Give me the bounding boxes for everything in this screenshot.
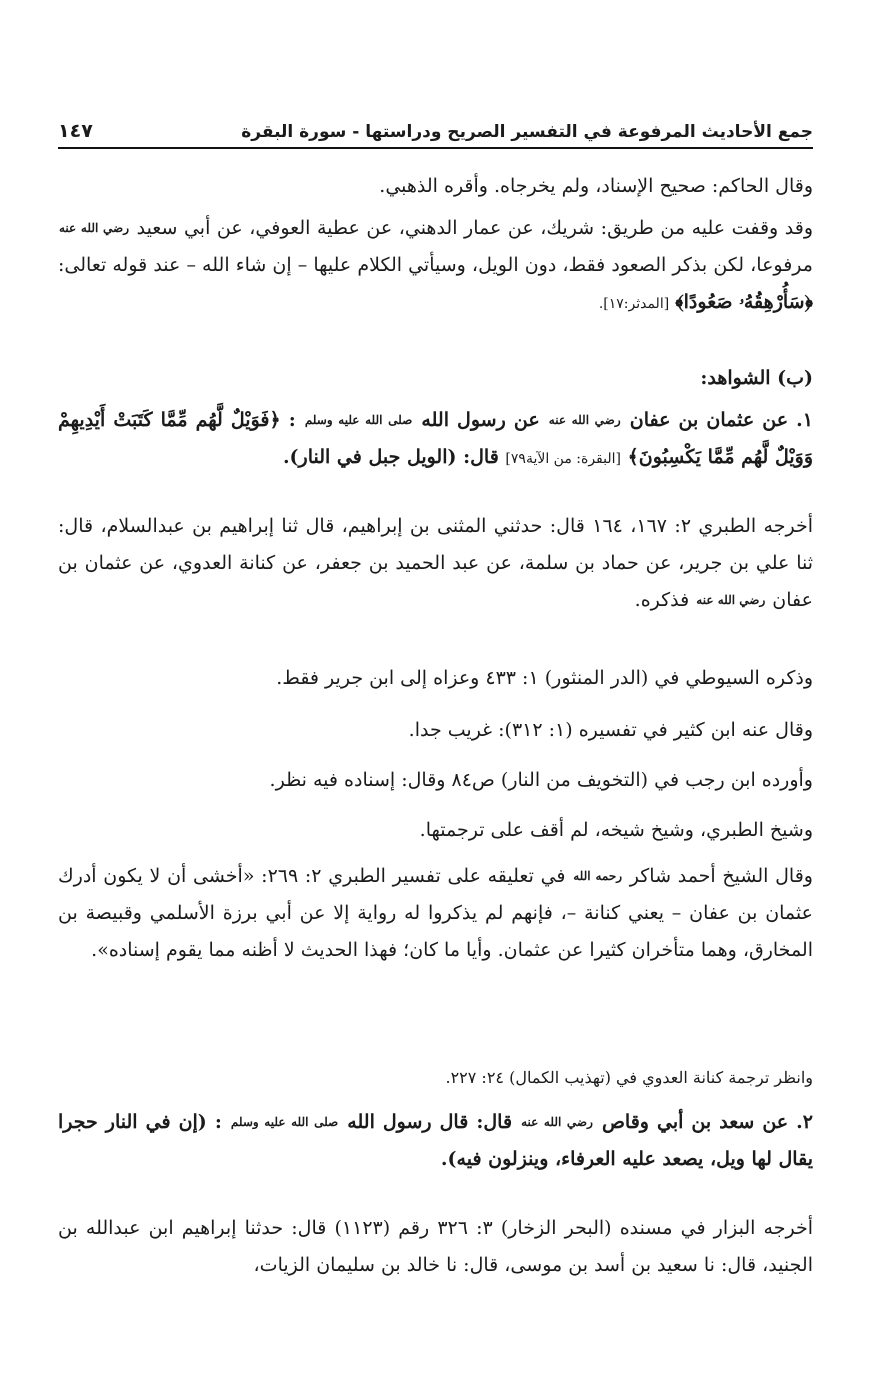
verse-reference: [البقرة: من الآية٧٩] [505, 451, 621, 468]
honorific-radiya-anhu: رضي الله عنه [59, 221, 130, 235]
tahdhib-note: وانظر ترجمة كنانة العدوي في (تهذيب الكمال) ٢٤: ٢٢٧. [445, 1068, 813, 1087]
honorific-salla-allah: صلى الله عليه وسلم [304, 413, 413, 427]
quran-verse: : ﴿فَوَيْلٌ لَّهُم مِّمَّا كَتَبَتْ أَيْدِيهِمْ وَوَيْلٌ لَّهُم مِّمَّا يَكْسِبُونَ﴾ [58, 409, 813, 469]
suyuti-note: وذكره السيوطي في (الدر المنثور) ١: ٤٣٣ وعزاه إلى ابن جرير فقط. [276, 667, 813, 689]
honorific-radiya-anhu: رضي الله عنه [696, 593, 766, 608]
hadith-1: ١. عن عثمان بن عفان رضي الله عنه عن رسول الله صلى الله عليه وسلم : ﴿فَوَيْلٌ لَّهُم مِّمَّا كَتَبَتْ أَيْدِيهِمْ وَوَيْلٌ لَّهُم مِّمَّا يَكْسِبُونَ﴾ [البقرة: من الآية٧٩] قال: (الويل جبل في النار). [58, 409, 813, 469]
shawahid-heading: (ب) الشواهد: [700, 367, 813, 389]
ibn-rajab-note: وأورده ابن رجب في (التخويف من النار) ص٨٤ وقال: إسناده فيه نظر. [269, 769, 813, 791]
shaykh-tabari-note: وشيخ الطبري، وشيخ شيخه، لم أقف على ترجمتها. [419, 819, 813, 841]
honorific-rahimahu-allah: رحمه الله [573, 869, 623, 883]
honorific-radiya-anhu: رضي الله عنه [548, 413, 621, 427]
quran-verse: ﴿سَأُرْهِقُهُۥ صَعُودًا﴾ [675, 291, 813, 314]
verse-reference: [المدثر:١٧]. [598, 296, 670, 313]
hadith-2: ٢. عن سعد بن أبي وقاص رضي الله عنه قال: قال رسول الله صلى الله عليه وسلم : (إن في النار حجرا يقال لها ويل، يصعد عليه العرفاء، وينزلون فيه). [58, 1111, 813, 1171]
honorific-salla-allah: صلى الله عليه وسلم [230, 1115, 339, 1129]
tabari-takhrij: أخرجه الطبري ٢: ١٦٧، ١٦٤ قال: حدثني المثنى بن إبراهيم، قال ثنا إبراهيم بن عبدالسلام، قال: ثنا علي بن جرير، عن حماد بن سلمة، عن عبد الحميد بن جعفر، عن كنانة العدوي، عن عثمان بن عفان رضي الله عنه فذكره. [58, 515, 813, 612]
mawquf-paragraph: وقد وقفت عليه من طريق: شريك، عن عمار الدهني، عن عطية العوفي، عن أبي سعيد رضي الله عنه مرفوعا، لكن بذكر الصعود فقط، دون الويل، وسيأتي الكلام عليها – إن شاء الله – عند قوله تعالى: ﴿سَأُرْهِقُهُۥ صَعُودًا﴾ [المدثر:١٧]. [58, 217, 814, 314]
running-title: جمع الأحاديث المرفوعة في التفسير الصريح ودراستها - سورة البقرة [241, 122, 813, 142]
hakim-statement: وقال الحاكم: صحيح الإسناد، ولم يخرجاه. وأقره الذهبي. [379, 175, 813, 197]
ibn-kathir-note: وقال عنه ابن كثير في تفسيره (١: ٣١٢): غريب جدا. [408, 719, 813, 741]
header-rule [58, 147, 813, 149]
shakir-quote: وقال الشيخ أحمد شاكر رحمه الله في تعليقه على تفسير الطبري ٢: ٢٦٩: «أخشى أن لا يكون أدرك عثمان بن عفان – يعني كنانة –، فإنهم لم يذكروا له رواية إلا عن أبي برزة الأسلمي وقبيصة بن المخارق، وهما متأخران كثيرا عن عثمان. وأيا ما كان؛ فهذا الحديث لا أظنه مما يقوم إسناده». [58, 865, 813, 962]
bazzar-takhrij: أخرجه البزار في مسنده (البحر الزخار) ٣: ٣٢٦ رقم (١١٢٣) قال: حدثنا إبراهيم ابن عبدالله بن الجنيد، قال: نا سعيد بن أسد بن موسى، قال: نا خالد بن سليمان الزيات، [58, 1217, 813, 1277]
page-number: ١٤٧ [58, 120, 93, 142]
running-header [58, 112, 813, 148]
honorific-radiya-anhu: رضي الله عنه [521, 1115, 593, 1129]
